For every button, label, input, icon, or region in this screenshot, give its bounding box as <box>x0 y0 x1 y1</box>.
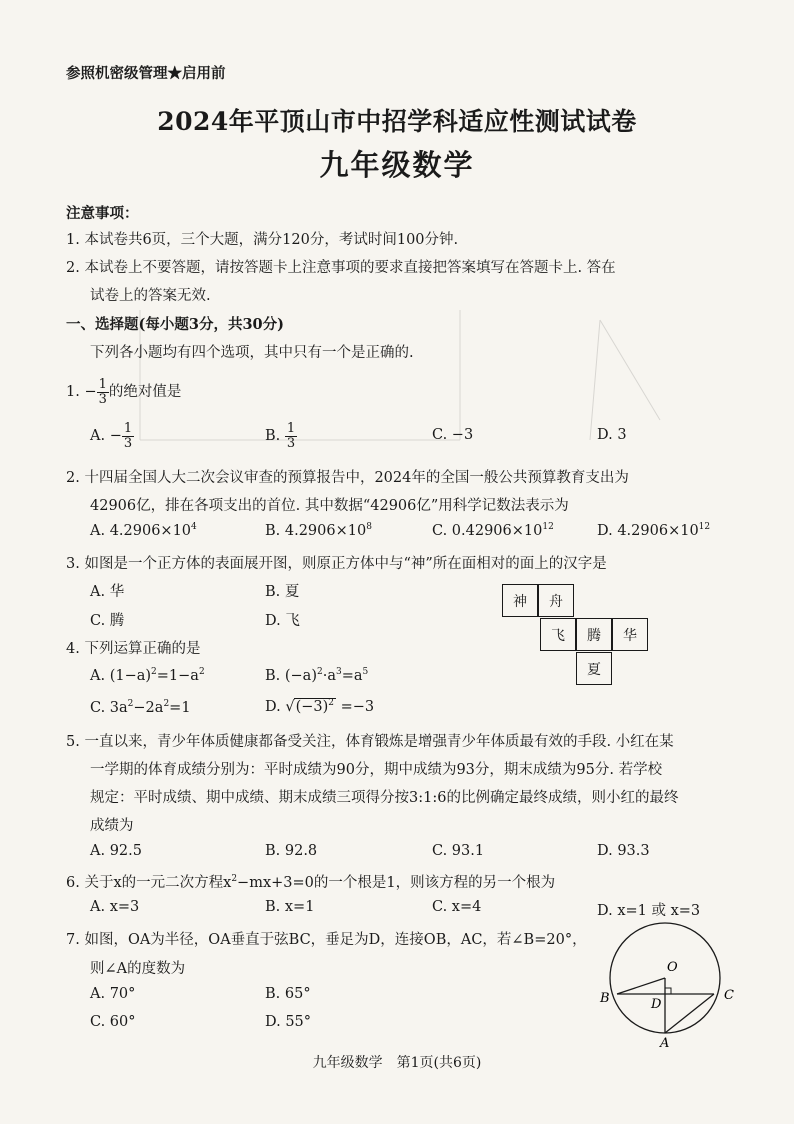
option-2d <box>597 523 710 539</box>
option-text: B. (−a) <box>265 668 317 684</box>
option-text: D. <box>265 699 286 715</box>
question-7-line1: 7. 如图，OA为半径，OA垂直于弦BC，垂足为D，连接OB，AC，若∠B=20°， <box>66 932 587 948</box>
question-3-stem: 3. 如图是一个正方体的表面展开图，则原正方体中与“神”所在面相对的面上的汉字是 <box>66 556 607 572</box>
numerator: 1 <box>286 421 296 436</box>
question-5-line2: 一学期的体育成绩分别为：平时成绩为90分，期中成绩为93分，期末成绩为95分. 若学校 <box>90 762 663 778</box>
minus-sign: − <box>84 384 97 401</box>
option-3d: D. 飞 <box>265 613 300 629</box>
page-footer: 九年级数学 第1页(共6页) <box>312 1055 482 1071</box>
option-3b: B. 夏 <box>265 584 300 600</box>
right-angle-mark <box>665 988 671 994</box>
option-4d <box>265 698 374 715</box>
confidential-label: 参照机密级管理★启用前 <box>66 65 226 82</box>
option-label: A. <box>90 428 106 445</box>
notes-item-1: 1. 本试卷共6页，三个大题，满分120分，考试时间100分钟. <box>66 232 459 248</box>
option-text: =1 <box>169 700 191 716</box>
label-b: B <box>600 991 610 1006</box>
exponent: 12 <box>542 522 554 533</box>
option-5d: D. 93.3 <box>597 843 650 859</box>
stem-text: 6. 关于x的一元二次方程x <box>66 875 232 891</box>
exponent: 2 <box>163 699 170 710</box>
section-heading: 一、选择题(每小题3分，共30分) <box>66 316 284 333</box>
exponent: 4 <box>191 522 197 533</box>
exponent: 5 <box>362 667 369 678</box>
exponent: 12 <box>698 522 711 533</box>
net-cell: 腾 <box>576 618 612 651</box>
option-text: −2a <box>133 700 164 716</box>
exponent: 2 <box>328 698 335 709</box>
net-cell: 神 <box>502 584 538 617</box>
option-text: A. (1−a) <box>90 668 152 684</box>
segment-ob <box>617 978 665 994</box>
exponent: 2 <box>231 874 238 885</box>
option-6a: A. x=3 <box>90 899 140 915</box>
notes-item-2-line1: 2. 本试卷上不要答题，请按答题卡上注意事项的要求直接把答案填写在答题卡上. 答在 <box>66 260 616 276</box>
net-cell: 华 <box>612 618 648 651</box>
exponent: 2 <box>151 667 157 678</box>
option-6b: B. x=1 <box>265 899 315 915</box>
option-1b <box>265 422 297 450</box>
exponent: 3 <box>335 667 342 678</box>
label-d: D <box>651 997 662 1012</box>
label-o: O <box>667 960 678 975</box>
option-2c <box>432 523 554 539</box>
net-cell: 夏 <box>576 652 612 685</box>
numerator: 1 <box>98 377 107 392</box>
stem-text: −mx+3=0的一个根是1，则该方程的另一个根为 <box>237 875 556 891</box>
exponent: 2 <box>316 667 323 678</box>
question-1-stem <box>66 378 181 406</box>
question-number: 1. <box>66 384 80 401</box>
label-c: C <box>724 988 734 1003</box>
option-7d: D. 55° <box>265 1014 312 1030</box>
option-2a <box>90 523 197 539</box>
option-6c: C. x=4 <box>432 899 482 915</box>
option-5a: A. 92.5 <box>90 843 142 859</box>
minus-sign: − <box>109 428 122 445</box>
option-1d: D. 3 <box>597 427 627 443</box>
fraction <box>285 422 297 450</box>
circle-figure <box>596 920 746 1050</box>
radicand <box>294 698 336 715</box>
net-cell: 舟 <box>538 584 574 617</box>
stem-text: 的绝对值是 <box>108 384 182 401</box>
option-text: D. 4.2906×10 <box>597 523 699 539</box>
option-text: =a <box>341 668 363 684</box>
option-4c <box>90 700 191 716</box>
exam-subject: 九年级数学 <box>319 148 475 182</box>
label-a: A <box>660 1036 670 1050</box>
option-1a <box>90 422 134 450</box>
option-7c: C. 60° <box>90 1014 136 1030</box>
exponent: 2 <box>127 699 134 710</box>
option-2b <box>265 523 372 539</box>
option-text: B. 4.2906×10 <box>265 523 367 539</box>
fraction <box>122 422 134 450</box>
exam-title: 2024年平顶山市中招学科适应性测试试卷 <box>157 107 637 136</box>
option-text: =−3 <box>336 699 375 715</box>
option-text: =1−a <box>156 668 199 684</box>
option-5c: C. 93.1 <box>432 843 485 859</box>
numerator: 1 <box>123 421 133 436</box>
option-text: A. 4.2906×10 <box>90 523 192 539</box>
notes-heading: 注意事项： <box>66 205 139 222</box>
option-text: C. 3a <box>90 700 128 716</box>
question-6-stem <box>66 871 555 892</box>
option-4b <box>265 668 368 684</box>
notes-item-2-line2: 试卷上的答案无效. <box>90 288 211 304</box>
option-text: C. 0.42906×10 <box>432 523 543 539</box>
denominator: 3 <box>98 391 107 407</box>
question-5-line4: 成绩为 <box>90 818 134 834</box>
option-7b: B. 65° <box>265 986 311 1002</box>
sqrt-symbol: √ <box>285 699 295 715</box>
option-6d: D. x=1 或 x=3 <box>597 903 701 919</box>
option-label: B. <box>265 428 281 445</box>
denominator: 3 <box>286 435 296 451</box>
question-5-line1: 5. 一直以来，青少年体质健康都备受关注，体育锻炼是增强青少年体质最有效的手段. 小红在某 <box>66 734 674 750</box>
section-instruction: 下列各小题均有四个选项，其中只有一个是正确的. <box>90 345 414 361</box>
question-4-stem: 4. 下列运算正确的是 <box>66 641 201 657</box>
option-4a <box>90 668 205 684</box>
question-7-line2: 则∠A的度数为 <box>90 961 186 977</box>
option-3a: A. 华 <box>90 584 125 600</box>
fraction <box>97 378 109 406</box>
question-5-line3: 规定：平时成绩、期中成绩、期末成绩三项得分按3:1:6的比例确定最终成绩，则小红的最终 <box>90 790 679 806</box>
option-7a: A. 70° <box>90 986 136 1002</box>
question-2-line2: 42906亿，排在各项支出的首位. 其中数据“42906亿”用科学记数法表示为 <box>90 498 569 514</box>
exponent: 8 <box>366 522 372 533</box>
net-cell: 飞 <box>540 618 576 651</box>
option-3c: C. 腾 <box>90 613 125 629</box>
question-2-line1: 2. 十四届全国人大二次会议审查的预算报告中，2024年的全国一般公共预算教育支出为 <box>66 470 629 486</box>
exponent: 2 <box>198 667 205 678</box>
denominator: 3 <box>123 435 133 451</box>
radicand-text: (−3) <box>295 699 329 715</box>
option-1c: C. −3 <box>432 427 474 443</box>
option-5b: B. 92.8 <box>265 843 318 859</box>
option-text: ·a <box>322 668 336 684</box>
